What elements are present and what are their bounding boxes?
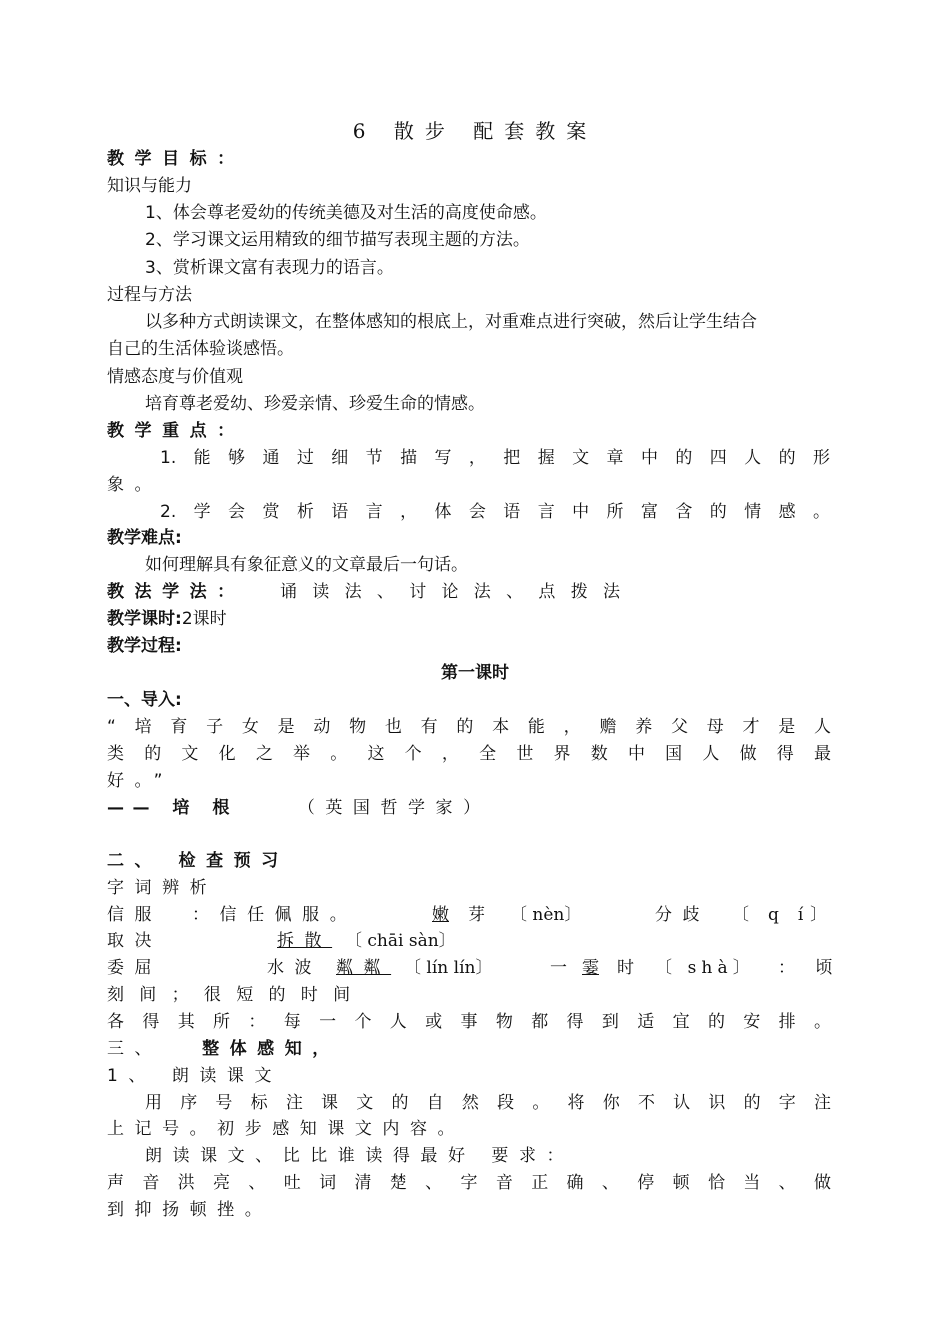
quote-line-3: 好。” [107,771,173,791]
read-heading: 1、 朗读课文 [107,1066,282,1086]
methods-heading: 教法学法： [107,582,245,602]
hours-value: 2课时 [181,609,227,629]
hours-heading: 教学课时: [107,609,182,629]
key-point-2: 2.学会赏析语言，体会语言中所富含的情感。 [160,502,830,522]
read-text-4: 声音洪亮、吐词清楚、字音正确、停顿恰当、做 [107,1173,831,1193]
quote-author: —— 培 根 [107,798,238,818]
vocab-heading: 字词辨析 [107,878,218,898]
read-text-5: 到抑扬顿挫。 [107,1200,273,1220]
vocab-word-ya: 芽 [468,905,485,925]
vocab-pinyin-chaisan: 〔 chāi sàn〕 [345,931,456,951]
vocab-def-sha-cont: 刻间；很短的时间 [107,985,366,1005]
page-title: 6 散步 配套教案 [352,119,598,143]
process-method-text: 以多种方式朗读课文，在整体感知的根底上，对重难点进行突破，然后让学生结合 [145,312,757,332]
overall-heading: 整体感知， [202,1039,340,1059]
process-method-heading: 过程与方法 [107,285,192,305]
vocab-pinyin-qi: 〔 q í〕 [732,905,834,925]
vocab-def-xinfu: ：信任佩服。 [192,905,358,925]
key-point-1: 1.能够通过细节描写，把握文章中的四人的形 [160,448,830,468]
vocab-word-shi: 时 [617,958,634,978]
emotion-heading: 情感态度与价值观 [107,367,243,387]
goals-heading: 教学目标： [107,149,245,169]
overall-heading-num: 三、 [107,1039,163,1059]
vocab-pinyin-linlin: 〔 lín lín〕 [404,958,493,978]
read-text-1: 用序号标注课文的自然段。将你不认识的字注 [145,1093,831,1113]
vocab-word-sha: 霎 [582,958,599,978]
key-points-heading: 教学重点： [107,421,245,441]
vocab-word-xinfu: 信服 [107,905,163,925]
knowledge-item-1: 1、体会尊老爱幼的传统美德及对生活的高度使命感。 [145,203,547,223]
vocab-word-shuibo: 水波 [267,958,323,978]
vocab-pinyin-sha: 〔 shà〕 [655,958,755,978]
read-text-2: 上记号。初步感知课文内容。 [107,1119,466,1139]
quote-line-1: “培育子女是动物也有的本能，赡养父母才是人 [107,717,831,737]
vocab-def-sha: ：顷 [778,958,853,978]
vocab-word-chaisan: 拆散 [277,931,333,951]
difficulty-text: 如何理解具有象征意义的文章最后一句话。 [145,555,468,575]
knowledge-item-2: 2、学习课文运用精致的细节描写表现主题的方法。 [145,230,530,250]
vocab-pinyin-nen: 〔 nèn〕 [510,905,582,925]
vocab-word-linlin: 粼粼 [336,958,392,978]
knowledge-heading: 知识与能力 [107,176,192,196]
emotion-text: 培育尊老爱幼、珍爱亲情、珍爱生命的情感。 [145,394,485,414]
process-method-text-cont: 自己的生活体验谈感悟。 [107,339,294,359]
key-point-1-cont: 象。 [107,475,163,495]
vocab-word-qujue: 取决 [107,931,163,951]
vocab-word-fenqi: 分歧 [655,905,711,925]
preview-heading: 二、 检查预习 [107,851,289,871]
difficulty-heading: 教学难点: [107,528,182,548]
intro-heading: 一、导入: [107,690,182,710]
knowledge-item-3: 3、赏析课文富有表现力的语言。 [145,258,394,278]
process-heading: 教学过程: [107,636,182,656]
lesson-1-heading: 第一课时 [441,663,509,683]
vocab-word-yi: 一 [550,958,567,978]
quote-author-note: （英国哲学家） [297,798,491,818]
read-text-3: 朗读课文、比比谁读得最好 要求： [145,1146,575,1166]
methods-text: 诵读法、讨论法、点拨法 [280,582,636,602]
vocab-word-nen: 嫩 [432,905,449,925]
vocab-row-gedeqisuo: 各得其所：每一个人或事物都得到适宜的安排。 [107,1012,831,1032]
quote-line-2: 类的文化之举。这个，全世界数中国人做得最 [107,744,831,764]
vocab-word-weiqu: 委屈 [107,958,163,978]
